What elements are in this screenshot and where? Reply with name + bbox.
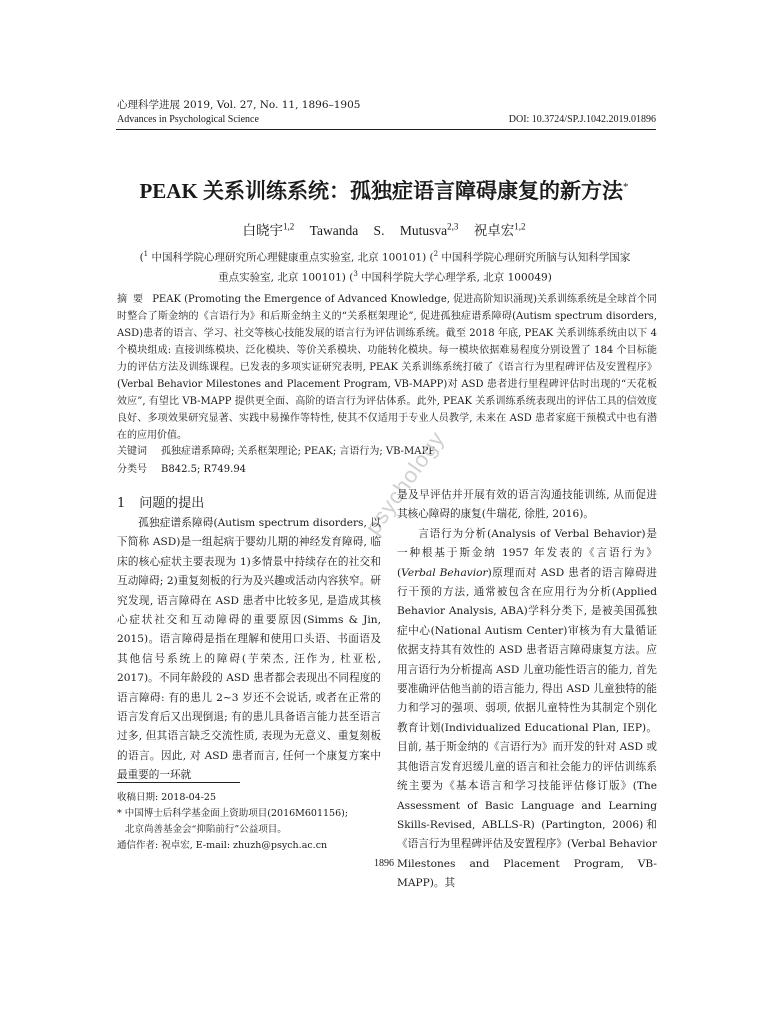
paper-title — [0, 175, 768, 205]
affiliation-mark: 1 — [143, 250, 149, 258]
author-name: Tawanda S. Mutusva — [309, 223, 448, 238]
keywords — [117, 443, 657, 460]
author-affiliation-mark: 1,2 — [514, 221, 526, 232]
affiliation-1: 中国科学院心理研究所心理健康重点实验室, 北京 100101) ( — [148, 251, 434, 264]
left-column — [117, 514, 381, 786]
classification-label: 分类号 — [117, 464, 147, 475]
author-list — [0, 219, 768, 239]
classification-text: B842.5; R749.94 — [161, 464, 247, 475]
abstract-text: PEAK (Promoting the Emergence of Advanced Knowledge, 促进高阶知识涌现)关系训练系统是全球首个同时整合了斯金纳的《言语行为》和后斯金纳主义的“关系框架理论”, 促进孤独症谱系障碍(Autism spectrum disorders, ASD)患者的语言、学习、社交等核心技能发展的语言行为评估训练系统。截至 2018 年底, PEAK 关系训练系统由以下 4 个模块组成: 直接训练模块、泛化模块、等价关系模块、功能转化模块。每一模块依据难易程度分别设置了 184 个目标能力的评估方法及训练课程。已发表的多项实证研究表明, PEAK 关系训练系统打破了《语言行为里程碑评估及安置程序》(Verbal Behavior Milestones and Placement Program, VB-MAPP)对 ASD 患者进行里程碑评估时出现的“天花板效应”, 有望比 VB-MAPP 提供更全面、高阶的语言行为评估体系。此外, PEAK 关系训练系统表现出的评估工具的信效度良好、多项效果研究显著、实践中易操作等特性, 使其不仅适用于专业人员教学, 未来在 ASD 患者家庭干预模式中也有潜在的应用价值。 — [117, 294, 658, 441]
section-heading — [117, 492, 204, 511]
author-name: 祝卓宏 — [473, 223, 515, 238]
journal-header-en: Advances in Psychological Science — [117, 114, 259, 125]
paragraph-text: )原理而对 ASD 患者的语言障碍进行干预的方法, 通常被包含在应用行为分析(Applied Behavior Analysis, ABA)学科分类下, 是被美国孤独症中心(National Autism Center)审核为有大量循证依据支持其有效性的 ASD 患者语言障碍康复方法。应用言语行为分析提高 ASD 儿童功能性语言的能力, 首先要准确评估他当前的语言能力, 得出 ASD 儿童独特的能力和学习的强项、弱项, 依据儿童特性为其制定个别化教育计划(Individualized Educational Plan, IEP)。目前, 基于斯金纳的《言语行为》而开发的针对 ASD 或其他语言发育迟缓儿童的语言和社会能力的评估训练系统主要为《基本语言和学习技能评估修订版》(The Assessment of Basic Language and Learning Skills-Revised, ABLLS-R) (Partington, 2006)和《语言行为里程碑评估及安置程序》(Verbal Behavior Milestones and Placement Program, VB-MAPP)。其 — [397, 566, 657, 890]
author-affiliation-mark: 1,2 — [283, 221, 295, 232]
header-rule — [116, 129, 656, 130]
received-date: 收稿日期: 2018-04-25 — [117, 792, 216, 803]
classification — [117, 460, 657, 475]
doi: DOI: 10.3724/SP.J.1042.2019.01896 — [508, 114, 656, 125]
journal-header-cn: 心理科学进展 2019, Vol. 27, No. 11, 1896–1905 — [117, 99, 361, 111]
title-text: PEAK 关系训练系统：孤独症语言障碍康复的新方法 — [139, 179, 624, 203]
watermark: psychology — [359, 426, 450, 540]
abstract — [117, 291, 657, 444]
author-affiliation-mark: 2,3 — [447, 221, 459, 232]
affiliation-paren: ( — [139, 251, 144, 264]
paragraph-text: 言语行为分析(Analysis of Verbal Behavior)是一种根基于斯金纳 1957 年发表的《言语行为》( — [397, 527, 657, 579]
footnote-rule — [117, 782, 240, 783]
keywords-label: 关键词 — [117, 446, 147, 457]
footnotes — [117, 790, 381, 854]
right-column — [397, 486, 657, 894]
affiliation-3: 中国科学院大学心理学系, 北京 100049) — [357, 271, 552, 283]
section-title: 问题的提出 — [139, 496, 205, 511]
funding-note: 北京尚善基金会“抑陷前行”公益项目。 — [125, 824, 287, 835]
italic-title: Verbal Behavior — [401, 566, 488, 579]
affiliation-mark: 2 — [433, 250, 439, 258]
affiliation-mark: 3 — [353, 269, 358, 278]
abstract-label: 摘要 — [117, 294, 149, 305]
author-name: 白晓宇 — [242, 223, 284, 238]
affiliations — [135, 246, 635, 285]
title-footnote-mark: * — [623, 181, 629, 193]
funding-note: * 中国博士后科学基金面上资助项目(2016M601156); — [117, 808, 349, 819]
page-number: 1896 — [374, 858, 394, 869]
body-paragraph: 孤独症谱系障碍(Autism spectrum disorders, 以下简称 ASD)是一组起病于婴幼儿期的神经发育障碍, 临床的核心症状主要表现为 1)多情景中持续存在的社交和互动障碍; 2)重复刻板的行为及兴趣或活动内容狭窄。研究发现, 语言障碍在 ASD 患者中比较多见, 是造成其核心症状社交和互动障碍的重要原因(Simms & Jin, 2015)。语言障碍是指在理解和使用口头语、书面语及其他信号系统上的障碍(芋荣杰, 汪作为, 杜亚松, 2017)。不同年龄段的 ASD 患者都会表现出不同程度的语言障碍: 有的患儿 2~3 岁还不会说话, 或者在正常的语言发育后又出现倒退; 有的患儿具备语言能力甚至语言过多, 但其语言缺乏交流性质, 表现为无意义、重复刻板的语言。因此, 对 ASD 患者而言, 任何一个康复方案中最重要的一环就 — [117, 517, 381, 782]
corresponding-author: 通信作者: 祝卓宏, E-mail: zhuzh@psych.ac.cn — [117, 840, 328, 851]
body-paragraph — [397, 525, 657, 894]
keywords-text: 孤独症谱系障碍; 关系框架理论; PEAK; 言语行为; VB-MAPP — [161, 446, 435, 457]
body-paragraph: 是及早评估并开展有效的语言沟通技能训练, 从而促进其核心障碍的康复(牛瑞花, 徐胜, 2016)。 — [397, 489, 657, 521]
section-number: 1 — [117, 496, 126, 511]
affiliation-2: 中国科学院心理研究所脑与认知科学国家重点实验室, 北京 100101) ( — [218, 251, 631, 283]
